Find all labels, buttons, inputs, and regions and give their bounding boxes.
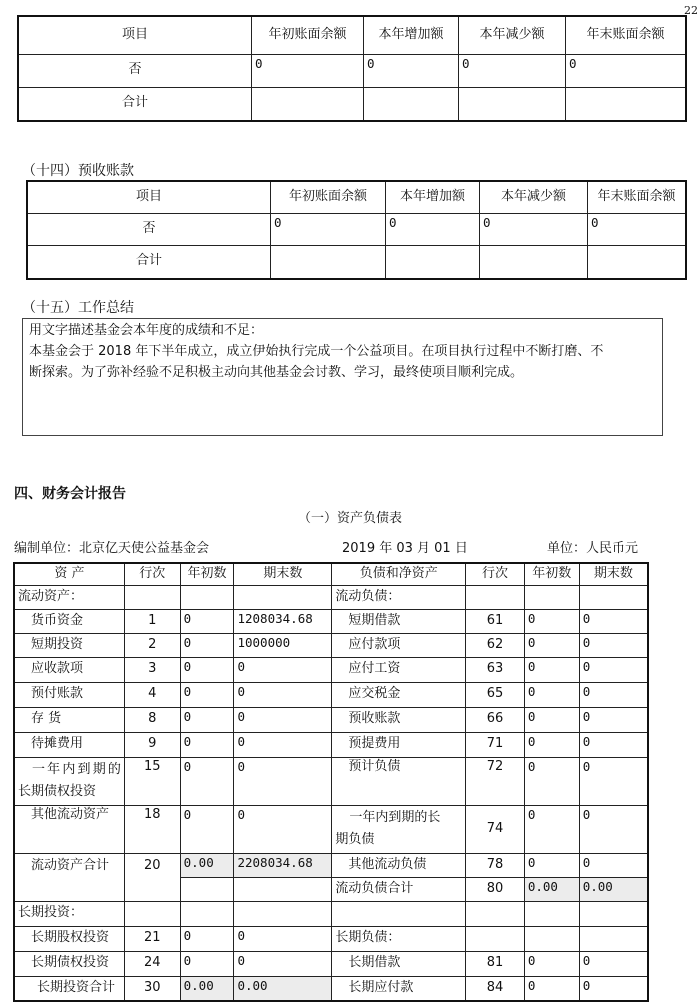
asset-name: 货币资金 (14, 609, 124, 633)
end-value: 0 (579, 609, 648, 633)
asset-name: 长期投资合计 (14, 976, 124, 1001)
end-value: 0 (579, 976, 648, 1001)
line-no: 9 (124, 732, 180, 757)
section-15-title: （十五）工作总结 (22, 300, 134, 316)
cell-value: 0 (459, 54, 566, 87)
end-value: 2208034.68 (234, 853, 332, 877)
cell-value (252, 87, 364, 121)
end-value: 0.00 (579, 877, 648, 901)
begin-value: 0 (180, 609, 234, 633)
liability-name: 长期借款 (332, 951, 466, 976)
cell-value: 0 (566, 54, 687, 87)
end-value: 0 (579, 707, 648, 732)
line-no: 15 (124, 757, 180, 805)
header-line-no: 行次 (466, 563, 525, 585)
cell-value (566, 87, 687, 121)
end-value: 0 (579, 732, 648, 757)
cell-value (459, 87, 566, 121)
end-value: 0 (579, 657, 648, 682)
asset-name: 流动资产合计 (14, 853, 124, 901)
header-increase: 本年增加额 (364, 16, 459, 54)
line-no: 62 (466, 633, 525, 657)
table-13-header-row (18, 16, 686, 54)
table-row (14, 805, 648, 853)
header-item: 项目 (27, 181, 271, 213)
page-number: 22 (684, 4, 698, 17)
table-row (14, 901, 648, 926)
begin-value: 0 (180, 757, 234, 805)
cell-value: 0 (271, 213, 386, 245)
header-end: 期末数 (579, 563, 648, 585)
table-row (14, 707, 648, 732)
row-item: 否 (27, 213, 271, 245)
cell-value: 0 (252, 54, 364, 87)
liability-name: 短期借款 (332, 609, 466, 633)
end-value: 0 (234, 926, 332, 951)
group-long-term-investments: 长期投资： (14, 901, 124, 926)
cell-value (386, 245, 480, 279)
asset-name: 存 货 (14, 707, 124, 732)
asset-name-line1: 一年内到期的 (32, 762, 121, 777)
begin-value: 0 (180, 732, 234, 757)
balance-sheet-table (13, 562, 649, 1002)
line-no: 66 (466, 707, 525, 732)
end-value: 0 (234, 707, 332, 732)
end-value: 0 (579, 805, 648, 853)
end-value: 0 (234, 657, 332, 682)
end-value: 0 (579, 633, 648, 657)
liability-name: 预提费用 (332, 732, 466, 757)
group-current-liabilities: 流动负债： (332, 585, 466, 609)
asset-name-line2: 长期债权投资 (18, 784, 97, 799)
end-value: 0 (234, 732, 332, 757)
begin-value: 0 (180, 926, 234, 951)
balance-header-row (14, 563, 648, 585)
table-row (27, 213, 686, 245)
line-no: 78 (466, 853, 525, 877)
table-row (18, 87, 686, 121)
cell-value (480, 245, 588, 279)
end-value: 0 (579, 853, 648, 877)
end-value: 0 (579, 757, 648, 805)
asset-name: 短期投资 (14, 633, 124, 657)
liability-name: 其他流动负债 (332, 853, 466, 877)
liability-name-line2: 期负债 (335, 832, 375, 847)
asset-name: 长期股权投资 (14, 926, 124, 951)
begin-value: 0 (180, 951, 234, 976)
asset-name: 其他流动资产 (14, 805, 124, 853)
table-row (14, 732, 648, 757)
header-increase: 本年增加额 (386, 181, 480, 213)
row-item: 合计 (18, 87, 252, 121)
line-no: 21 (124, 926, 180, 951)
header-end-balance: 年末账面余额 (566, 16, 687, 54)
asset-name: 预付账款 (14, 682, 124, 707)
table-13 (17, 15, 687, 122)
header-begin-balance: 年初账面余额 (252, 16, 364, 54)
begin-value: 0 (524, 976, 579, 1001)
header-decrease: 本年减少额 (480, 181, 588, 213)
liability-name-line1: 一年内到期的长 (349, 810, 441, 825)
line-no: 84 (466, 976, 525, 1001)
begin-value: 0 (524, 682, 579, 707)
header-line-no: 行次 (124, 563, 180, 585)
end-value: 0.00 (234, 976, 332, 1001)
asset-name (14, 757, 124, 805)
begin-value: 0.00 (180, 976, 234, 1001)
table-14 (26, 180, 687, 280)
table-row (14, 682, 648, 707)
summary-prompt: 用文字描述基金会本年度的成绩和不足： (29, 323, 264, 338)
table-row (14, 951, 648, 976)
liability-name: 流动负债合计 (332, 877, 466, 901)
begin-value: 0 (524, 633, 579, 657)
header-begin: 年初数 (180, 563, 234, 585)
section-14-title: （十四）预收账款 (22, 163, 134, 179)
begin-value: 0 (180, 657, 234, 682)
header-assets: 资 产 (14, 563, 124, 585)
begin-value: 0 (524, 853, 579, 877)
summary-line-1: 本基金会于 2018 年下半年成立，成立伊始执行完成一个公益项目。在项目执行过程中不断打磨、不 (29, 344, 604, 359)
table-row (14, 926, 648, 951)
header-decrease: 本年减少额 (459, 16, 566, 54)
line-no: 80 (466, 877, 525, 901)
line-no: 81 (466, 951, 525, 976)
line-no: 4 (124, 682, 180, 707)
line-no: 18 (124, 805, 180, 853)
header-item: 项目 (18, 16, 252, 54)
preparing-unit: 编制单位：北京亿天使公益基金会 (14, 541, 210, 556)
liability-name: 应付工资 (332, 657, 466, 682)
liability-name: 预计负债 (332, 757, 466, 805)
asset-name: 应收款项 (14, 657, 124, 682)
liability-name: 预收账款 (332, 707, 466, 732)
report-date: 2019 年 03 月 01 日 (342, 541, 468, 556)
begin-value: 0 (524, 707, 579, 732)
asset-name: 待摊费用 (14, 732, 124, 757)
line-no: 8 (124, 707, 180, 732)
begin-value: 0.00 (180, 853, 234, 877)
header-begin-balance: 年初账面余额 (271, 181, 386, 213)
table-row (14, 609, 648, 633)
line-no: 61 (466, 609, 525, 633)
begin-value: 0 (180, 707, 234, 732)
liability-name: 长期应付款 (332, 976, 466, 1001)
liability-name (332, 805, 466, 853)
group-long-term-liabilities: 长期负债： (332, 926, 466, 951)
table-row (27, 245, 686, 279)
end-value: 1000000 (234, 633, 332, 657)
header-liabilities: 负债和净资产 (332, 563, 466, 585)
liability-name: 应交税金 (332, 682, 466, 707)
table-row (14, 633, 648, 657)
group-current-assets: 流动资产： (14, 585, 124, 609)
cell-value: 0 (480, 213, 588, 245)
begin-value: 0 (524, 609, 579, 633)
begin-value: 0 (180, 633, 234, 657)
table-row (14, 853, 648, 877)
line-no: 71 (466, 732, 525, 757)
begin-value: 0 (524, 951, 579, 976)
row-item: 否 (18, 54, 252, 87)
cell-value: 0 (386, 213, 480, 245)
balance-sheet-title: （一）资产负债表 (297, 511, 402, 526)
end-value: 0 (579, 682, 648, 707)
table-14-header-row (27, 181, 686, 213)
header-end-balance: 年末账面余额 (588, 181, 687, 213)
section-4-title: 四、财务会计报告 (14, 486, 126, 502)
begin-value: 0 (180, 805, 234, 853)
line-no: 30 (124, 976, 180, 1001)
cell-value (588, 245, 687, 279)
line-no: 24 (124, 951, 180, 976)
work-summary-box (22, 318, 663, 436)
begin-value: 0 (524, 805, 579, 853)
line-no: 63 (466, 657, 525, 682)
line-no: 65 (466, 682, 525, 707)
end-value: 1208034.68 (234, 609, 332, 633)
end-value: 0 (234, 951, 332, 976)
table-row (14, 585, 648, 609)
begin-value: 0 (524, 757, 579, 805)
end-value: 0 (234, 805, 332, 853)
line-no: 20 (124, 853, 180, 901)
summary-line-2: 断探索。为了弥补经验不足积极主动向其他基金会讨教、学习，最终使项目顺利完成。 (29, 365, 524, 380)
cell-value (364, 87, 459, 121)
liability-name: 应付款项 (332, 633, 466, 657)
line-no: 74 (466, 805, 525, 853)
line-no: 72 (466, 757, 525, 805)
end-value: 0 (234, 682, 332, 707)
table-row (18, 54, 686, 87)
begin-value: 0.00 (524, 877, 579, 901)
begin-value: 0 (180, 682, 234, 707)
currency-unit: 单位：人民币元 (547, 541, 639, 556)
table-row (14, 976, 648, 1001)
end-value: 0 (579, 951, 648, 976)
row-item: 合计 (27, 245, 271, 279)
asset-name: 长期债权投资 (14, 951, 124, 976)
cell-value: 0 (588, 213, 687, 245)
begin-value: 0 (524, 732, 579, 757)
cell-value (271, 245, 386, 279)
line-no: 1 (124, 609, 180, 633)
header-end: 期末数 (234, 563, 332, 585)
table-row (14, 757, 648, 805)
cell-value: 0 (364, 54, 459, 87)
line-no: 2 (124, 633, 180, 657)
end-value: 0 (234, 757, 332, 805)
begin-value: 0 (524, 657, 579, 682)
line-no: 3 (124, 657, 180, 682)
table-row (14, 657, 648, 682)
header-begin: 年初数 (524, 563, 579, 585)
